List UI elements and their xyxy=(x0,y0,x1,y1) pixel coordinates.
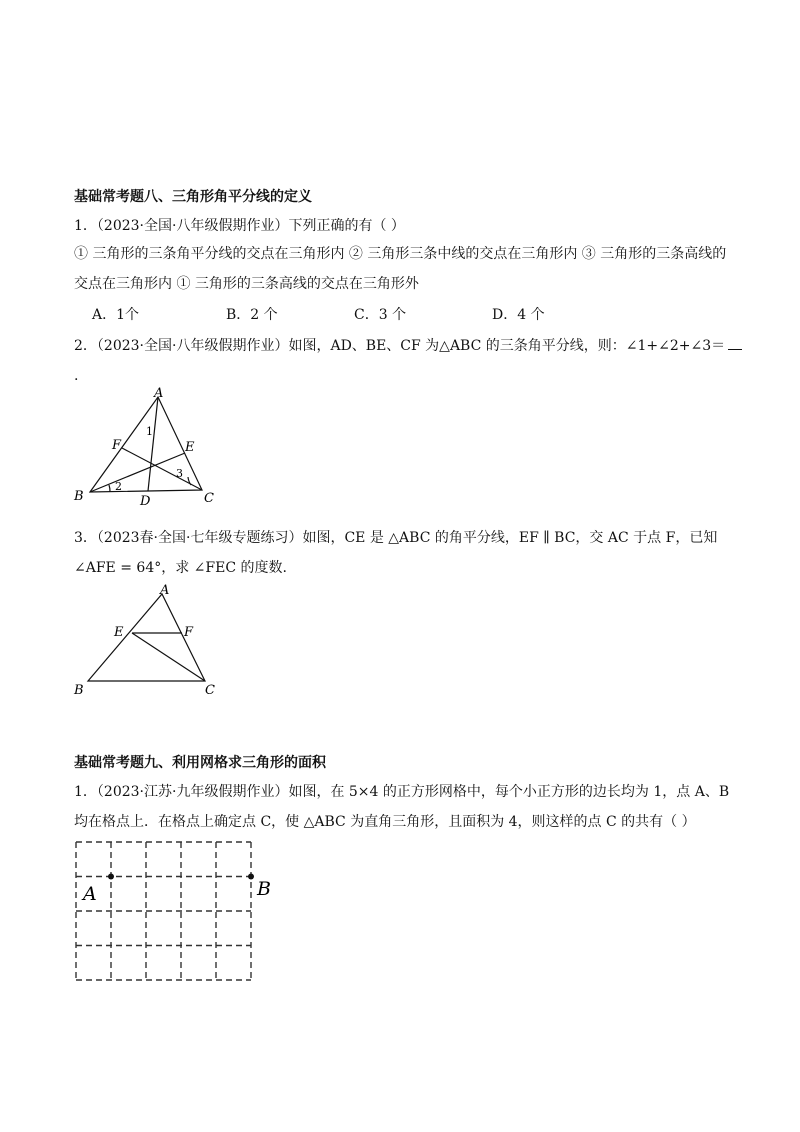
question-2-stem xyxy=(74,336,742,356)
option-c: C．3 个 xyxy=(354,307,407,323)
question-1-line1: ① 三角形的三条角平分线的交点在三角形内 ② 三角形三条中线的交点在三角形内 ③ 三角形的三条高线的 xyxy=(74,246,727,262)
triangle-bisectors-figure xyxy=(70,385,230,510)
label-a: A xyxy=(83,883,97,905)
angle-label-1: 1 xyxy=(146,425,153,438)
label-e: E xyxy=(114,625,124,640)
question-1-line2: 交点在三角形内 ① 三角形的三条高线的交点在三角形外 xyxy=(74,276,419,292)
label-a: A xyxy=(154,386,164,401)
question-source: （2023春·全国·七年级专题练习） xyxy=(96,530,303,546)
question-number: 1． xyxy=(74,784,97,800)
option-b: B．2 个 xyxy=(226,307,278,323)
triangle-parallel-figure xyxy=(70,582,230,702)
label-b: B xyxy=(257,878,271,900)
question-source: （2023·江苏·九年级假期作业） xyxy=(96,784,289,800)
question-text: 如图，在 5×4 的正方形网格中，每个小正方形的边长均为 1，点 A、B xyxy=(288,784,730,800)
grid-question-line2: 均在格点上．在格点上确定点 C，使 △ABC 为直角三角形，且面积为 4，则这样的点 C 的共有（ ） xyxy=(74,814,696,830)
label-e: E xyxy=(185,440,195,455)
angle-label-2: 2 xyxy=(115,480,122,493)
label-a: A xyxy=(160,583,170,598)
grid-question-stem xyxy=(74,782,729,802)
option-d: D．4 个 xyxy=(492,307,545,323)
point-b-dot xyxy=(248,874,254,880)
question-3-line2: ∠AFE = 64°，求 ∠FEC 的度数. xyxy=(74,560,287,576)
label-d: D xyxy=(140,494,151,509)
label-c: C xyxy=(205,683,215,698)
bisector-ad xyxy=(148,397,158,491)
question-text: 如图，CE 是 △ABC 的角平分线，EF ∥ BC，交 AC 于点 F，已知 xyxy=(302,530,718,546)
grid-lines xyxy=(76,842,251,980)
question-number: 1． xyxy=(74,218,97,234)
segment-ce xyxy=(132,633,205,681)
label-c: C xyxy=(204,491,214,506)
question-1-stem xyxy=(74,216,405,236)
question-source: （2023·全国·八年级假期作业） xyxy=(96,338,289,354)
label-b: B xyxy=(74,683,84,698)
question-2-tail: . xyxy=(74,368,79,384)
angle-2-arc xyxy=(109,485,110,492)
section-8-heading: 基础常考题八、三角形角平分线的定义 xyxy=(74,189,312,205)
question-3-stem xyxy=(74,528,717,548)
angle-label-3: 3 xyxy=(176,467,183,480)
section-9-heading: 基础常考题九、利用网格求三角形的面积 xyxy=(74,755,326,771)
point-a-dot xyxy=(108,874,114,880)
question-source: （2023·全国·八年级假期作业） xyxy=(96,218,289,234)
square-grid-figure xyxy=(70,838,280,988)
option-a: A．1个 xyxy=(92,307,140,323)
label-f: F xyxy=(112,438,122,453)
question-text: 如图，AD、BE、CF 为△ABC 的三条角平分线，则：∠1+∠2+∠3＝ xyxy=(288,338,726,354)
answer-blank xyxy=(728,337,742,350)
label-b: B xyxy=(74,489,84,504)
question-number: 3． xyxy=(74,530,97,546)
question-text: 下列正确的有（ ） xyxy=(288,218,405,234)
question-number: 2． xyxy=(74,338,97,354)
label-f: F xyxy=(184,625,194,640)
